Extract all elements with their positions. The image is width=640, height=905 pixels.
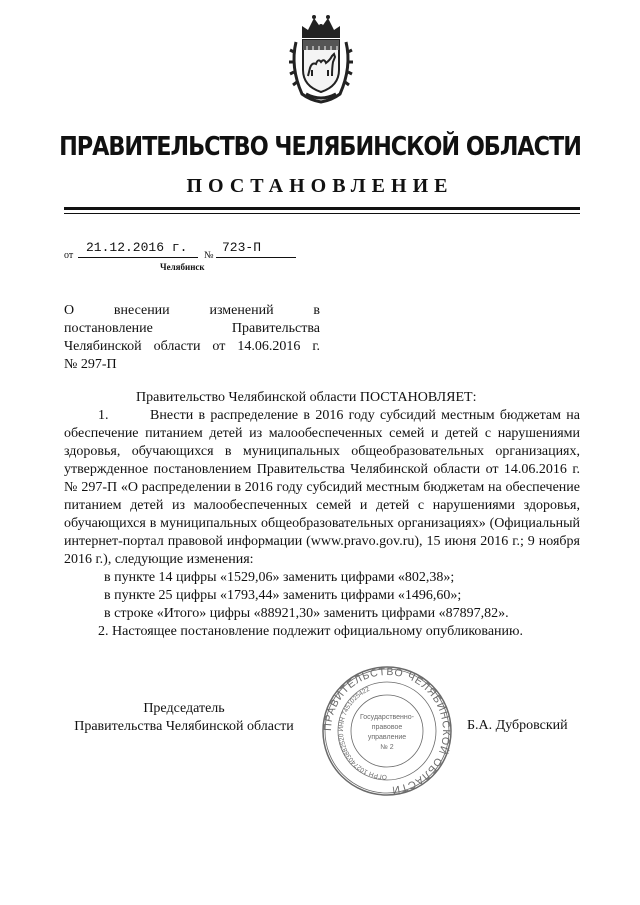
document-subject <box>64 302 320 374</box>
date-underline <box>78 257 198 258</box>
signer-name: Б.А. Дубровский <box>467 718 568 733</box>
paragraph-1-number: 1. <box>98 408 109 423</box>
document-type: ПОСТАНОВЛЕНИЕ <box>186 175 454 197</box>
seal-center-line: управление <box>367 734 407 741</box>
paragraph-1 <box>64 407 580 569</box>
subject-line: О внесении изменений в <box>64 303 320 318</box>
document-number: 723-П <box>222 240 262 255</box>
change-item: в пункте 25 цифры «1793,44» заменить цифрами «1496,60»; <box>104 588 462 603</box>
city-label: Челябинск <box>160 262 205 272</box>
seal-registration-text: ОГРН 1027403882520 ИНН 7451025422 <box>337 685 388 781</box>
paragraph-1-text: Внести в распределение в 2016 году субсидий местным бюджетам на обеспечение питанием детей из малообеспеченных семей и детей с нарушениями здоровья, обучающихся в муниципальных общеобразовательных организациях, утвержденное постановлением Правительства Челябинской области от 14.06.2016 г. № 297-П «О распределении в 2016 году субсидий местным бюджетам на обеспечение питанием детей из малообеспеченных семей и детей с нарушениями здоровья, обучающихся в муниципальных общеобразовательных организациях» (Официальный интернет-портал правовой информации (www.pravo.gov.ru), 15 июня 2016 г.; 9 ноября 2016 г.), следующие изменения: <box>64 408 580 567</box>
subject-line: № 297-П <box>64 357 117 372</box>
number-prefix: № <box>204 250 214 261</box>
subject-line: Челябинской области от 14.06.2016 г. <box>64 339 320 354</box>
paragraph-2: 2. Настоящее постановление подлежит официальному опубликованию. <box>98 624 523 639</box>
document-body <box>64 389 580 641</box>
number-underline <box>216 257 296 258</box>
header-divider-thin <box>64 213 580 214</box>
signer-position-line: Правительства Челябинской области <box>74 719 294 734</box>
header-divider-thick <box>64 207 580 210</box>
seal-center-line: правовое <box>371 724 403 731</box>
seal-outer-text: ПРАВИТЕЛЬСТВО ЧЕЛЯБИНСКОЙ ОБЛАСТИ <box>321 665 453 796</box>
subject-line: постановление Правительства <box>64 321 320 336</box>
signer-position-line: Председатель <box>143 701 225 716</box>
change-item: в строке «Итого» цифры «88921,30» заменить цифрами «87897,82». <box>104 606 509 621</box>
official-seal-stamp <box>320 664 454 798</box>
signer-position <box>64 700 304 736</box>
seal-center-line: Государственно- <box>359 714 415 721</box>
date-prefix: от <box>64 250 74 261</box>
document-date: 21.12.2016 г. <box>86 240 188 255</box>
resolution-intro: Правительство Челябинской области ПОСТАНОВЛЯЕТ: <box>136 390 477 405</box>
change-item: в пункте 14 цифры «1529,06» заменить цифрами «802,38»; <box>104 570 455 585</box>
date-number-row <box>64 240 304 262</box>
coat-of-arms-emblem <box>288 12 354 104</box>
government-title: ПРАВИТЕЛЬСТВО ЧЕЛЯБИНСКОЙ ОБЛАСТИ <box>59 132 581 162</box>
seal-center-line: № 2 <box>380 744 394 751</box>
